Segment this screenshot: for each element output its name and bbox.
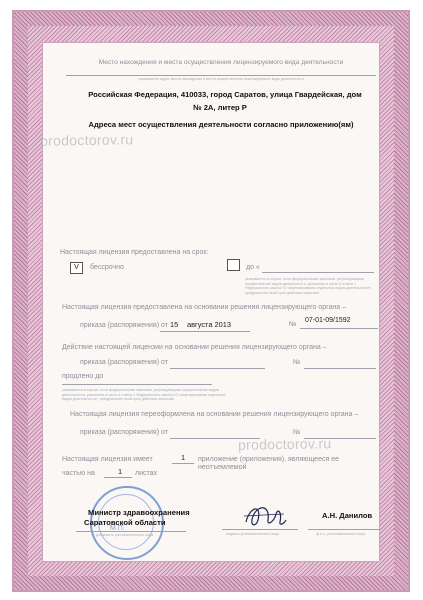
basis-number-line [300, 328, 378, 329]
address-line-2: № 2А, литер Р [193, 103, 247, 112]
rule [66, 75, 376, 76]
signer-caption: ф.и.о. уполномоченного лица [316, 532, 366, 536]
handwritten-signature [240, 500, 290, 532]
authority-line-1: Министр здравоохранения [88, 508, 190, 517]
annex-pages-line [104, 477, 132, 478]
annex-part-suffix: листах [135, 470, 158, 477]
authority-caption: должность уполномоченного лица [96, 533, 154, 537]
perpetual-checkbox: V [70, 262, 83, 274]
reissue-number-sign: № [293, 429, 301, 436]
until-date-line [262, 272, 374, 273]
annex-line: Адреса мест осуществления деятельности согласно приложению(ям) [88, 120, 354, 129]
signature-line [222, 529, 298, 530]
annex-count-prefix: Настоящая лицензия имеет [62, 456, 153, 463]
reissue-number-line [304, 438, 376, 439]
annex-pages: 1 [118, 467, 123, 476]
address-line-1: Российская Федерация, 410033, город Саратов, улица Гвардейская, дом [88, 90, 362, 99]
perpetual-label: бессрочно [90, 264, 124, 271]
watermark-top: prodoctorov.ru [39, 131, 134, 149]
basis-order-number: 07-01-09/1592 [305, 317, 351, 324]
basis-date-line [160, 331, 250, 332]
basis-number-sign: № [289, 321, 297, 328]
extension-order-label: приказа (распоряжения) от [80, 359, 168, 366]
annex-count-line [172, 463, 194, 464]
extension-line-1: Действие настоящей лицензии на основании решения лицензирующего органа – [62, 344, 327, 351]
basis-line-1: Настоящая лицензия предоставлена на основании решения лицензирующего органа – [62, 304, 347, 311]
basis-order-month-year: августа 2013 [187, 320, 231, 329]
until-prefix: до « [246, 264, 260, 271]
header-caption-note: указывается адрес места нахождения и места осуществления лицензируемого вида деятельности [138, 77, 304, 81]
annex-count: 1 [181, 453, 186, 462]
extension-date-line [170, 368, 265, 369]
watermark-bottom: prodoctorov.ru [237, 435, 332, 453]
authority-line-2: Саратовской области [84, 518, 166, 527]
reissue-line-1: Настоящая лицензия переоформлена на основании решения лицензирующего органа – [70, 411, 359, 418]
annex-count-suffix: приложение (приложения), являющееся ее неотъемлемой [198, 456, 339, 471]
basis-order-label: приказа (распоряжения) от [80, 322, 168, 329]
signer-line [308, 529, 380, 530]
header-caption: Место нахождения и места осуществления лицензируемого вида деятельности [98, 59, 344, 66]
until-checkbox [227, 259, 240, 271]
validity-label: Настоящая лицензия предоставлена на срок: [60, 249, 209, 256]
extension-until-line [62, 384, 212, 385]
extension-extended-label: продлено до [62, 373, 104, 380]
until-note: указывается в случае, если федеральными законами, регулирующими осуществление видов деятельности, указанных в части 4 статьи 1 Федерального закона «О лицензировании отдельных видов деятельности», предусмотрен иной срок действия лицензии [245, 277, 373, 295]
reissue-date-line [170, 438, 260, 439]
signer-name: А.Н. Данилов [322, 511, 373, 520]
seal-label: М.П. [110, 525, 125, 532]
extension-number-sign: № [293, 359, 301, 366]
authority-line [76, 531, 186, 532]
extension-note: указывается в случае, если федеральными законами, регулирующими осуществление видов деятельности, указанных в части 4 статьи 1 Федерального закона «О лицензировании отдельных видов деятельности», предусмотрен иной срок действия лицензии [62, 388, 226, 401]
extension-number-line [304, 368, 376, 369]
basis-order-day: 15 [170, 320, 179, 329]
annex-part-prefix: частью на [62, 470, 95, 477]
reissue-order-label: приказа (распоряжения) от [80, 429, 168, 436]
signature-caption: подпись уполномоченного лица [226, 532, 279, 536]
